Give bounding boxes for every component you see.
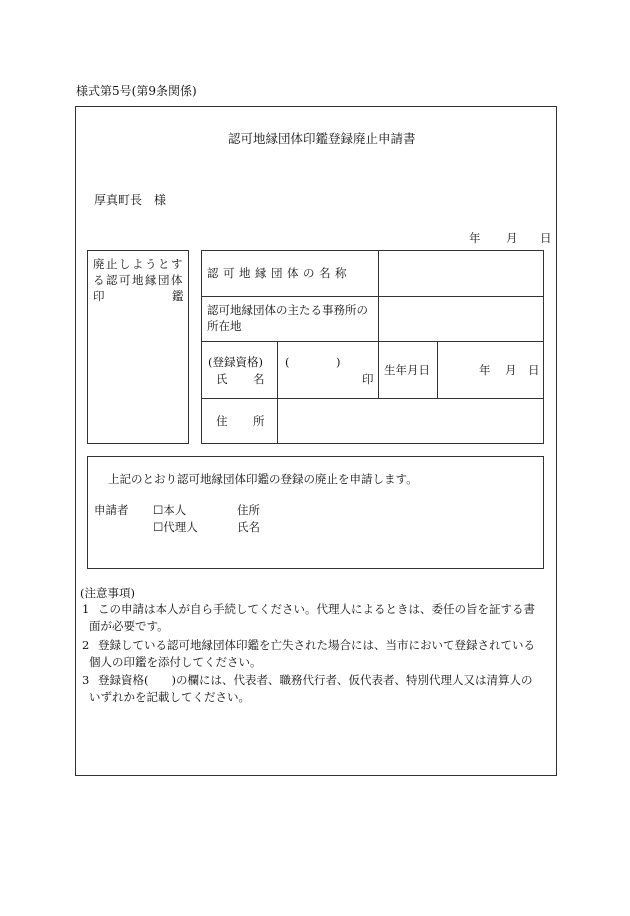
date-month-label: 月 [506, 231, 518, 245]
note-line: この申請は本人が自ら手続してください。代理人によるときは、委任の旨を証する書 [98, 602, 535, 616]
note-item-3 [82, 672, 557, 706]
form-title: 認可地縁団体印鑑登録廃止申請書 [228, 131, 416, 146]
note-line: 登録資格( )の欄には、代表者、職務代行者、仮代表者、特別代理人又は清算人の [98, 673, 533, 687]
office-label-line1: 認可地縁団体の主たる事務所の [207, 303, 368, 317]
birth-day-label: 日 [528, 363, 540, 377]
note-line: 登録している認可地縁団体印鑑を亡失された場合には、当市において登録されている [98, 638, 535, 652]
note-item-2 [82, 637, 557, 671]
note-line-continued: 個人の印鑑を添付してください。 [89, 655, 262, 669]
qualification-paren-close: ) [336, 355, 341, 369]
birth-month-label: 月 [505, 363, 517, 377]
applicant-label: 申請者 [94, 503, 129, 517]
org-name-label: 認可地縁団体の名称 [207, 266, 351, 280]
seal-box-line3a: 印 [93, 289, 105, 303]
option-self-checkbox[interactable]: ☐本人 [153, 503, 187, 517]
address-label-b: 所 [253, 414, 265, 428]
seal-box-line1: 廃止しようとす [93, 257, 184, 271]
qualification-label: (登録資格) [208, 355, 263, 369]
name-label-b: 名 [253, 372, 265, 386]
applicant-name-label: 氏名 [237, 520, 260, 534]
name-label-a: 氏 [216, 372, 228, 386]
addressee: 厚真町長 様 [94, 193, 167, 207]
applicant-address-label: 住所 [237, 503, 260, 517]
table-birth-divider [437, 341, 438, 398]
notes-heading: (注意事項) [80, 586, 135, 600]
table-rule-2 [201, 341, 544, 342]
qualification-paren-open: ( [285, 355, 290, 369]
note-item-1 [82, 601, 557, 635]
table-rule-3 [201, 398, 544, 399]
date-day-label: 日 [540, 231, 552, 245]
seal-box-line3b: 鑑 [172, 289, 184, 303]
address-label-a: 住 [216, 414, 228, 428]
application-statement: 上記のとおり認可地縁団体印鑑の登録の廃止を申請します。 [108, 472, 418, 486]
table-label-divider [277, 341, 278, 444]
note-line-continued: いずれかを記載してください。 [89, 690, 250, 704]
note-number: 1 [82, 602, 90, 616]
date-year-label: 年 [469, 231, 481, 245]
table-rule-1 [201, 296, 544, 297]
form-number: 様式第5号(第9条関係) [76, 84, 197, 98]
note-number: 3 [82, 673, 90, 687]
table-col-divider [378, 250, 379, 398]
option-agent-checkbox[interactable]: ☐代理人 [153, 520, 198, 534]
seal-box-line2: る認可地縁団体 [93, 273, 184, 287]
birth-year-label: 年 [479, 363, 491, 377]
seal-mark: 印 [362, 372, 374, 386]
note-line-continued: 面が必要です。 [89, 619, 169, 633]
note-number: 2 [82, 638, 90, 652]
birthdate-label: 生年月日 [384, 363, 430, 377]
office-label-line2: 所在地 [207, 319, 242, 333]
